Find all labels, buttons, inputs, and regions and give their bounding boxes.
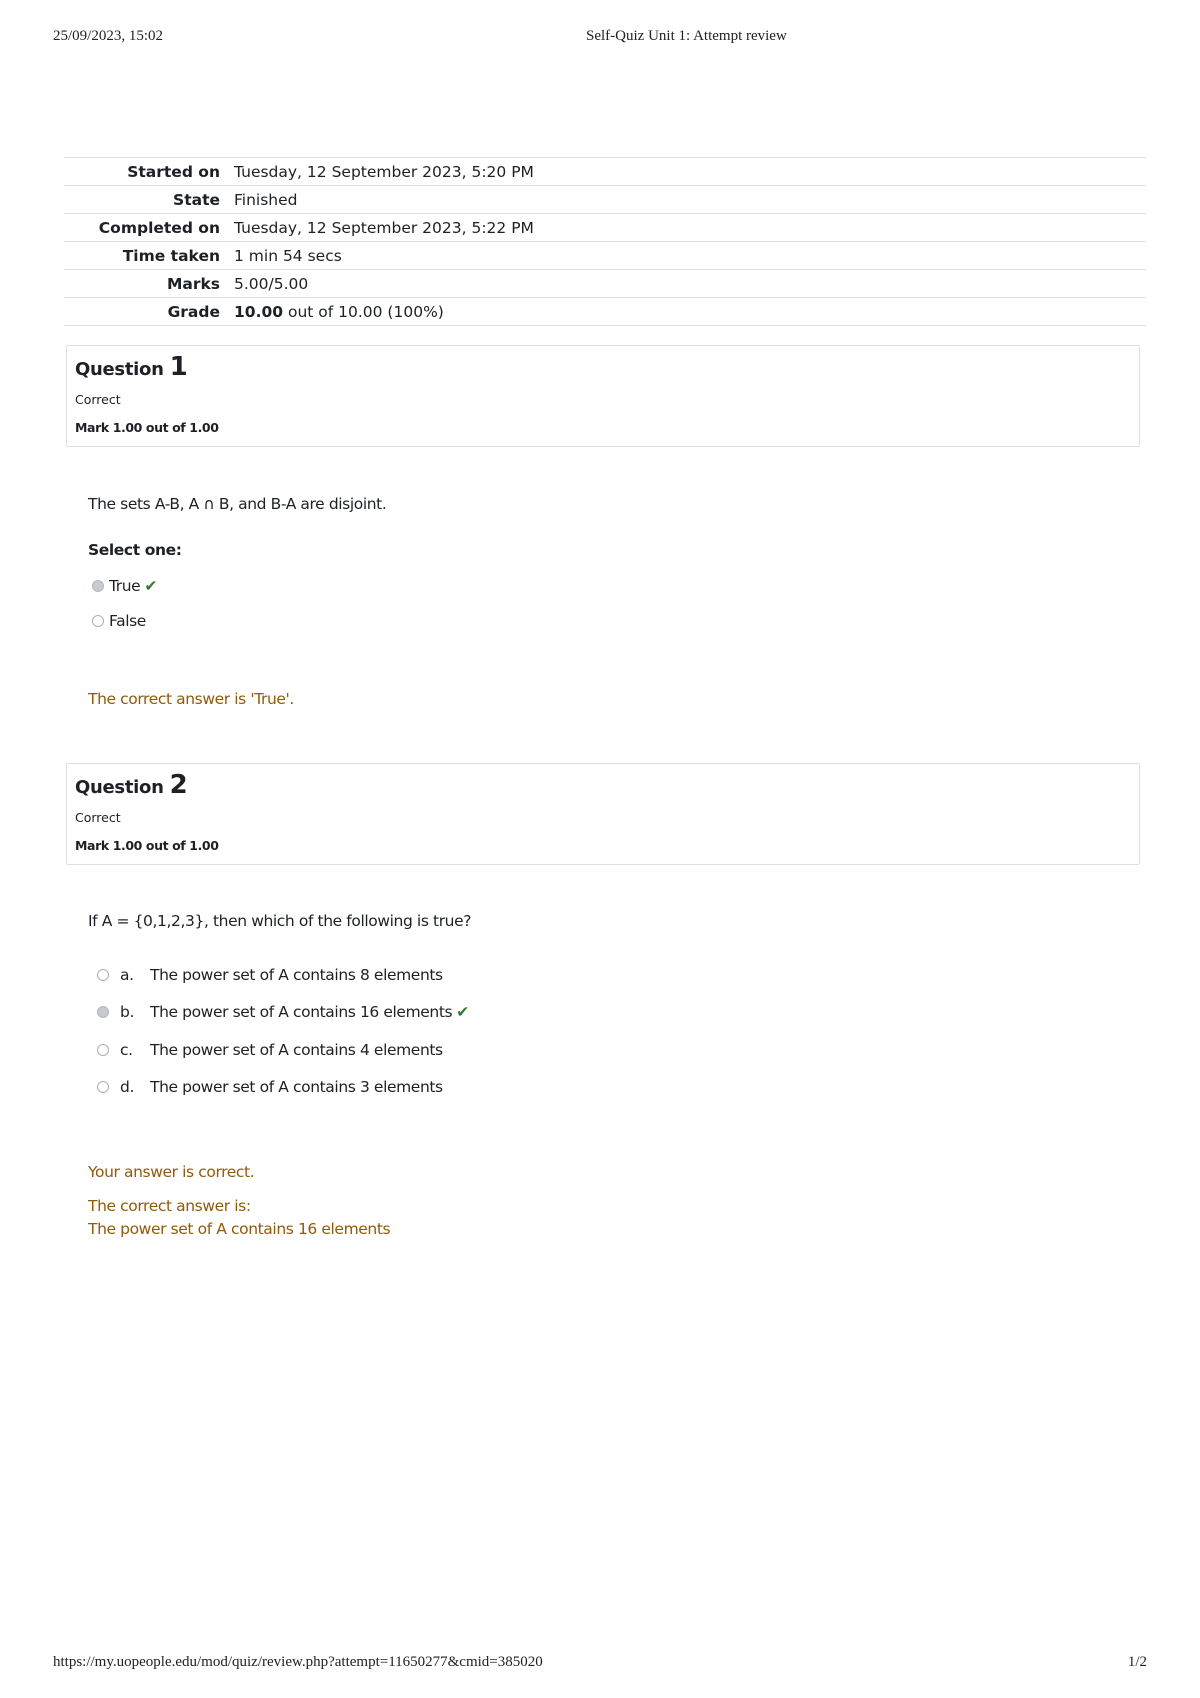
question-2-option-a[interactable] xyxy=(97,966,443,984)
question-1-option-false[interactable] xyxy=(92,612,146,630)
attempt-summary-table xyxy=(64,157,1146,326)
summary-value: Finished xyxy=(234,190,298,209)
summary-row-marks xyxy=(64,270,1146,298)
summary-value: Tuesday, 12 September 2023, 5:22 PM xyxy=(234,218,534,237)
option-label: True xyxy=(109,577,141,595)
summary-value: 1 min 54 secs xyxy=(234,246,342,265)
question-1-prompt: Select one: xyxy=(88,541,182,559)
summary-row-grade xyxy=(64,298,1146,326)
option-letter: c. xyxy=(120,1041,133,1059)
print-url: https://my.uopeople.edu/mod/quiz/review.php?attempt=11650277&cmid=385020 xyxy=(53,1654,543,1670)
summary-value xyxy=(234,298,1146,326)
summary-row-state xyxy=(64,186,1146,214)
summary-label: State xyxy=(173,190,220,209)
radio-unselected[interactable] xyxy=(97,969,109,981)
option-letter: b. xyxy=(120,1003,134,1021)
option-label: The power set of A contains 3 elements xyxy=(150,1078,443,1096)
radio-selected[interactable] xyxy=(97,1006,109,1018)
correct-check-icon: ✔ xyxy=(456,1003,469,1021)
question-number-value: 1 xyxy=(169,352,188,382)
summary-label: Started on xyxy=(127,162,220,181)
radio-unselected[interactable] xyxy=(97,1044,109,1056)
question-2-option-b[interactable] xyxy=(97,1003,469,1021)
radio-unselected[interactable] xyxy=(92,615,104,627)
grade-out-of: out of 10.00 (100%) xyxy=(283,302,444,321)
summary-label: Grade xyxy=(167,302,220,321)
option-letter: d. xyxy=(120,1078,134,1096)
question-1-text: The sets A-B, A ∩ B, and B-A are disjoint. xyxy=(88,495,387,513)
question-2-feedback: Your answer is correct. xyxy=(88,1163,255,1181)
question-label: Question xyxy=(75,777,164,798)
question-2-correct-answer: The power set of A contains 16 elements xyxy=(88,1220,391,1238)
question-number-value: 2 xyxy=(169,770,188,800)
question-1-feedback: The correct answer is 'True'. xyxy=(88,690,294,708)
option-label: The power set of A contains 4 elements xyxy=(150,1041,443,1059)
summary-label: Marks xyxy=(166,274,220,293)
summary-value: Tuesday, 12 September 2023, 5:20 PM xyxy=(234,162,534,181)
question-mark: Mark 1.00 out of 1.00 xyxy=(75,838,219,853)
print-page-number: 1/2 xyxy=(1127,1654,1147,1670)
option-letter: a. xyxy=(120,966,134,984)
question-number xyxy=(75,352,187,382)
option-label: False xyxy=(109,612,146,630)
question-state: Correct xyxy=(75,392,121,407)
summary-row-time-taken xyxy=(64,242,1146,270)
summary-row-completed xyxy=(64,214,1146,242)
summary-value: 5.00/5.00 xyxy=(234,274,309,293)
question-2-option-c[interactable] xyxy=(97,1041,443,1059)
question-2-correct-answer-heading: The correct answer is: xyxy=(88,1197,251,1215)
question-1-option-true[interactable] xyxy=(92,577,157,595)
radio-selected[interactable] xyxy=(92,580,104,592)
question-number xyxy=(75,770,187,800)
radio-unselected[interactable] xyxy=(97,1081,109,1093)
question-2-option-d[interactable] xyxy=(97,1078,443,1096)
question-label: Question xyxy=(75,359,164,380)
question-2-text: If A = {0,1,2,3}, then which of the following is true? xyxy=(88,912,472,930)
option-label: The power set of A contains 16 elements xyxy=(150,1003,453,1021)
summary-label: Completed on xyxy=(98,218,220,237)
question-state: Correct xyxy=(75,810,121,825)
summary-row-started xyxy=(64,158,1146,186)
question-mark: Mark 1.00 out of 1.00 xyxy=(75,420,219,435)
grade-score: 10.00 xyxy=(234,302,284,321)
print-page-title: Self-Quiz Unit 1: Attempt review xyxy=(586,28,787,44)
question-2-info xyxy=(66,763,1140,865)
summary-label: Time taken xyxy=(122,246,220,265)
print-datetime: 25/09/2023, 15:02 xyxy=(53,28,164,44)
option-label: The power set of A contains 8 elements xyxy=(150,966,443,984)
question-1-info xyxy=(66,345,1140,447)
correct-check-icon: ✔ xyxy=(144,577,157,595)
